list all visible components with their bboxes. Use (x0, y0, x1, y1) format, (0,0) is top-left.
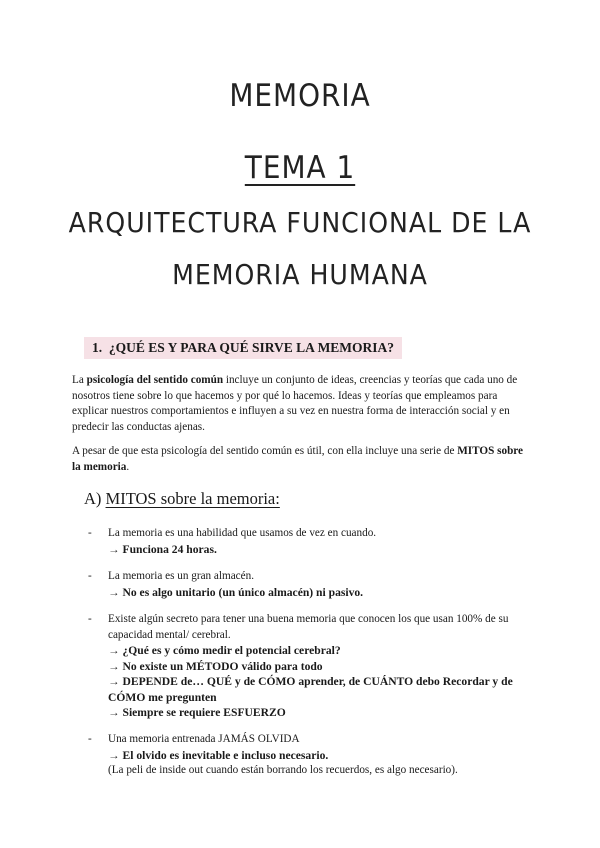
myth-answer: → Siempre se requiere ESFUERZO (108, 706, 286, 719)
myth-statement: La memoria es una habilidad que usamos de vez en cuando. (108, 527, 377, 539)
myth-answer: → Funciona 24 horas. (108, 542, 217, 556)
myth-answer: → El olvido es inevitable e incluso necesario. (108, 748, 329, 762)
topic-number-text: TEMA 1 (244, 150, 356, 186)
bullet-dash: - (88, 613, 92, 625)
myth-note: (La peli de inside out cuando están borrando los recuerdos, es algo necesario). (108, 764, 458, 776)
paragraph-myths-intro (72, 444, 532, 475)
myth-answer: → DEPENDE de… QUÉ y de CÓMO aprender, de CUÁNTO debo Recordar y de CÓMO me pregunten (108, 675, 513, 704)
myth-statement: La memoria es un gran almacén. (108, 570, 254, 582)
myth-statement: Una memoria entrenada JAMÁS OLVIDA (108, 733, 300, 745)
paragraph-end: . (126, 460, 130, 473)
paragraph-body: incluye un conjunto de ideas, creencias y teorías que cada uno de nosotros tiene sobre lo que hacemos y por qué lo hacemos. Ideas y teorías que empleamos para explicar nuestros comportamientos e influyen a su vez en nuestra forma de interacción social y en predecir las conductas ajenas. (72, 374, 518, 433)
subsection-title: MITOS sobre la memoria: (105, 489, 280, 508)
section-heading-1 (84, 337, 402, 359)
myth-answer: → ¿Qué es y cómo medir el potencial cerebral? (108, 644, 341, 657)
list-item (88, 732, 528, 779)
paragraph-emphasis: MITOS sobre la memoria (72, 445, 524, 473)
topic-title: ARQUITECTURA FUNCIONAL DE LA MEMORIA HUMANA (68, 206, 532, 291)
list-item (88, 612, 528, 721)
list-item (88, 569, 528, 600)
myth-answer: → No es algo unitario (un único almacén) ni pasivo. (108, 585, 364, 599)
topic-number (0, 150, 600, 186)
paragraph-key-term: psicología del sentido común (86, 374, 224, 386)
paragraph-body: A pesar de que esta psicología del sentido común es útil, con ella incluye una serie de (72, 445, 458, 457)
bullet-dash: - (88, 733, 92, 745)
myth-statement: Existe algún secreto para tener una buena memoria que conocen los que usan 100% de su capacidad mental/ cerebral. (108, 613, 509, 641)
subsection-label: A) (84, 489, 106, 508)
myth-answer: → No existe un MÉTODO válido para todo (108, 659, 323, 673)
bullet-dash: - (88, 570, 92, 582)
paragraph-prefix: La (72, 374, 87, 386)
section-title: ¿QUÉ ES Y PARA QUÉ SIRVE LA MEMORIA? (108, 340, 395, 355)
document-title: MEMORIA (229, 78, 371, 114)
list-item (88, 526, 528, 557)
paragraph-common-sense (72, 373, 532, 435)
subsection-heading-a (84, 489, 280, 509)
bullet-dash: - (88, 527, 92, 539)
section-number: 1. (92, 340, 103, 355)
